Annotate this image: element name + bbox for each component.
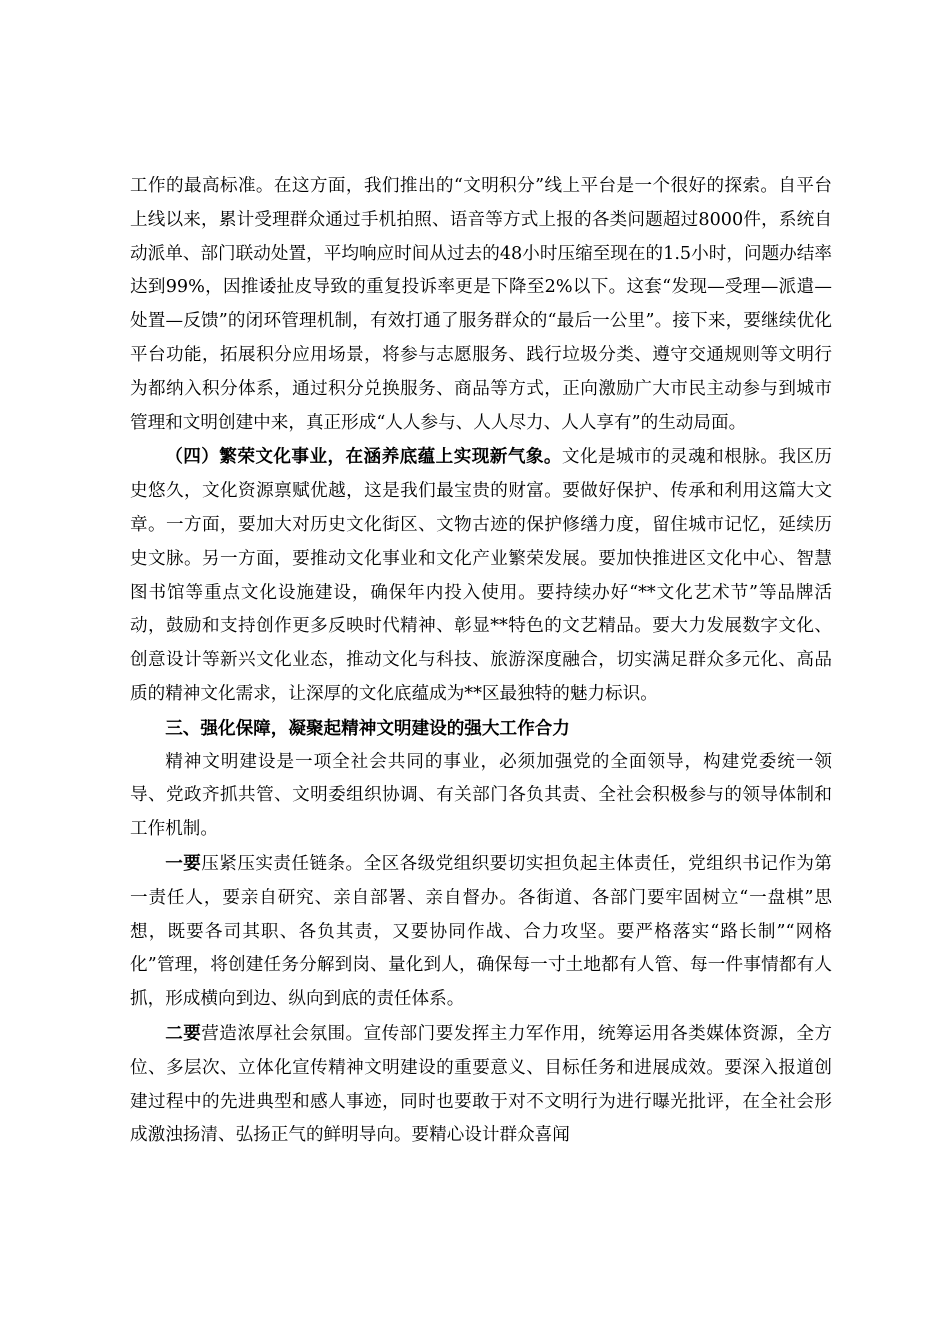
document-page <box>130 170 832 1153</box>
paragraph-responsibility <box>130 847 832 1017</box>
paragraph-responsibility-body: 压紧压实责任链条。全区各级党组织要切实担负起主体责任，党组织书记作为第一责任人，要亲自研究、亲自部署、亲自督办。各街道、各部门要牢固树立“一盘棋”思想，既要各司其职、各负其责，又要协同作战、合力攻坚。要严格落实“路长制”“网格化”管理，将创建任务分解到岗、量化到人，确保每一寸土地都有人管、每一件事情都有人抓，形成横向到边、纵向到底的责任体系。 <box>130 853 832 1010</box>
paragraph-atmosphere-body: 营造浓厚社会氛围。宣传部门要发挥主力军作用，统筹运用各类媒体资源，全方位、多层次、立体化宣传精神文明建设的重要意义、目标任务和进展成效。要深入报道创建过程中的先进典型和感人事迹，同时也要敢于对不文明行为进行曝光批评，在全社会形成激浊扬清、弘扬正气的鲜明导向。要精心设计群众喜闻 <box>130 1023 832 1146</box>
paragraph-atmosphere <box>130 1017 832 1153</box>
section-heading-three: 三、强化保障，凝聚起精神文明建设的强大工作合力 <box>165 717 570 739</box>
paragraph-leadership: 精神文明建设是一项全社会共同的事业，必须加强党的全面领导，构建党委统一领导、党政齐抓共管、文明委组织协调、有关部门各负其责、全社会积极参与的领导体制和工作机制。 <box>130 751 832 840</box>
paragraph-culture <box>130 440 832 711</box>
paragraph-civility-points: 工作的最高标准。在这方面，我们推出的“文明积分”线上平台是一个很好的探索。自平台上线以来，累计受理群众通过手机拍照、语音等方式上报的各类问题超过8000件，系统自动派单、部门联动处置，平均响应时间从过去的48小时压缩至现在的1.5小时，问题办结率达到99%，因推诿扯皮导致的重复投诉率更是下降至2%以下。这套“发现—受理—派遣—处置—反馈”的闭环管理机制，有效打通了服务群众的“最后一公里”。接下来，要继续优化平台功能，拓展积分应用场景，将参与志愿服务、践行垃圾分类、遵守交通规则等文明行为都纳入积分体系，通过积分兑换服务、商品等方式，正向激励广大市民主动参与到城市管理和文明创建中来，真正形成“人人参与、人人尽力、人人享有”的生动局面。 <box>130 176 832 433</box>
paragraph-culture-body: 文化是城市的灵魂和根脉。我区历史悠久，文化资源禀赋优越，这是我们最宝贵的财富。要做好保护、传承和利用这篇大文章。一方面，要加大对历史文化街区、文物古迹的保护修缮力度，留住城市记忆，延续历史文脉。另一方面，要推动文化事业和文化产业繁荣发展。要加快推进区文化中心、智慧图书馆等重点文化设施建设，确保年内投入使用。要持续办好“**文化艺术节”等品牌活动，鼓励和支持创作更多反映时代精神、彰显**特色的文艺精品。要大力发展数字文化、创意设计等新兴文化业态，推动文化与科技、旅游深度融合，切实满足群众多元化、高品质的精神文化需求，让深厚的文化底蕴成为**区最独特的魅力标识。 <box>130 447 832 704</box>
lead-first: 一要 <box>165 852 202 874</box>
lead-second: 二要 <box>165 1022 202 1044</box>
section-lead-culture: （四）繁荣文化事业，在涵养底蕴上实现新气象。 <box>165 446 562 468</box>
